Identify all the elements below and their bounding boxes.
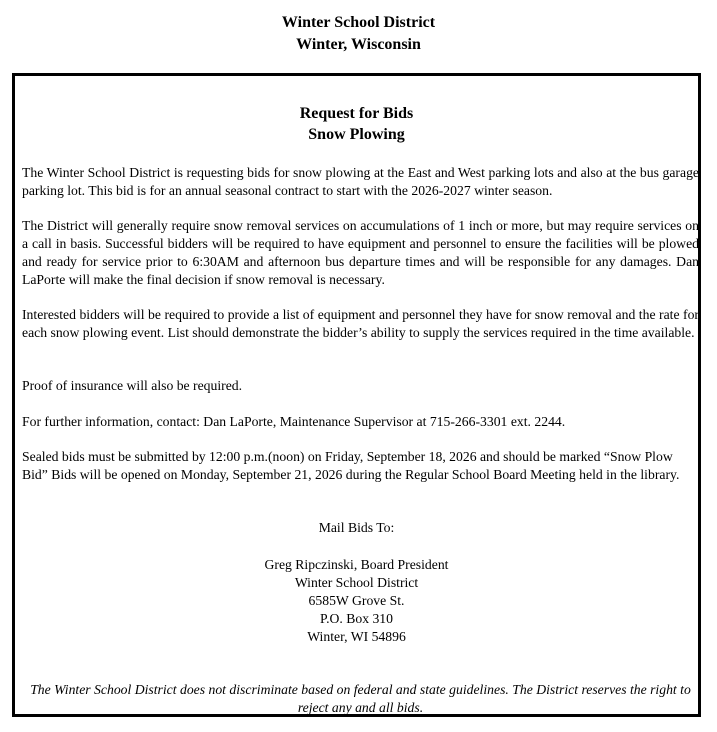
mailing-address bbox=[15, 556, 698, 646]
address-line: P.O. Box 310 bbox=[319, 611, 393, 626]
paragraph-contact: For further information, contact: Dan LaPorte, Maintenance Supervisor at 715-266-3301 ext. 2244. bbox=[22, 414, 566, 429]
address-line: Winter, WI 54896 bbox=[307, 629, 406, 644]
notice-title-line2: Snow Plowing bbox=[308, 126, 405, 143]
address-line: 6585W Grove St. bbox=[308, 593, 405, 608]
paragraph-insurance: Proof of insurance will also be required. bbox=[22, 378, 243, 393]
district-header bbox=[0, 12, 717, 56]
paragraph-equipment-list: Interested bidders will be required to provide a list of equipment and personnel they have for snow removal and the rate for each snow plowing event. List should demonstrate the bidder’s ability to supply the services required in the time available. bbox=[22, 307, 699, 340]
paragraph-intro: The Winter School District is requesting bids for snow plowing at the East and West parking lots and also at the bus garage parking lot. This bid is for an annual seasonal contract to start with the 2026-2027 winter season. bbox=[22, 165, 699, 198]
notice-title bbox=[15, 103, 698, 145]
notice-title-line1: Request for Bids bbox=[299, 105, 414, 122]
district-location: Winter, Wisconsin bbox=[296, 36, 421, 53]
paragraph-requirements: The District will generally require snow removal services on accumulations of 1 inch or more, but may require services on a call in basis. Successful bidders will be required to have equipment and personnel to ensure the facilities will be plowed and ready for service prior to 6:30AM and afternoon bus departure times and will be responsible for any damages. Dan LaPorte will make the final decision if snow removal is necessary. bbox=[22, 218, 699, 287]
nondiscrimination-footer: The Winter School District does not discriminate based on federal and state guidelines. The District reserves the right to reject any and all bids. bbox=[30, 682, 691, 715]
district-name: Winter School District bbox=[281, 14, 436, 31]
paragraph-sealed-bids: Sealed bids must be submitted by 12:00 p.m.(noon) on Friday, September 18, 2026 and should be marked “Snow Plow Bid” Bids will be opened on Monday, September 21, 2026 during the Regular School Board Meeting held in the library. bbox=[22, 449, 680, 482]
mail-heading: Mail Bids To: bbox=[318, 520, 395, 535]
address-line: Greg Ripczinski, Board President bbox=[264, 557, 449, 572]
bid-notice-box bbox=[12, 73, 701, 717]
address-line: Winter School District bbox=[294, 575, 419, 590]
